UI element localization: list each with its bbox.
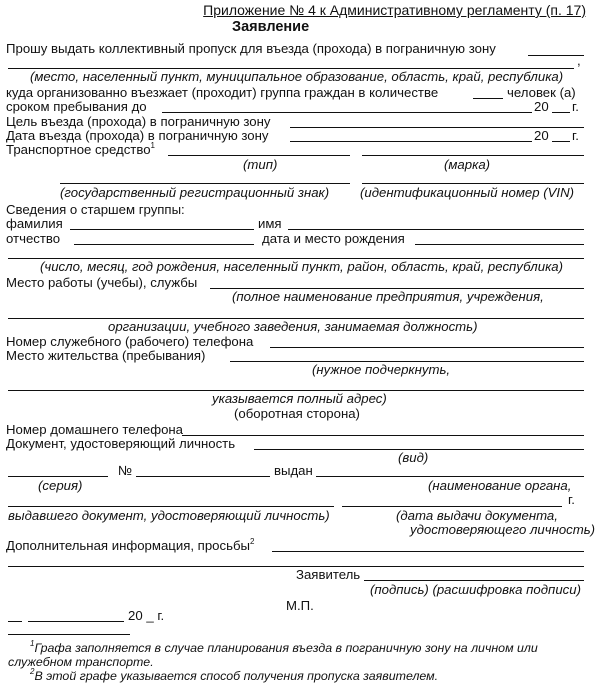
brand-caption: (марка) xyxy=(444,157,491,172)
vehicle-label xyxy=(6,142,155,157)
birth-field[interactable] xyxy=(415,244,584,245)
footnote-2-text: В этой графе указывается способ получения пропуска заявителем. xyxy=(34,669,439,683)
underline-caption: (нужное подчеркнуть, xyxy=(312,362,451,377)
vehicle-text: Транспортное средство xyxy=(6,142,151,157)
patronymic-label: отчество xyxy=(6,231,61,246)
date-day-field[interactable] xyxy=(8,621,22,622)
footnote-2-index: 2 xyxy=(30,666,35,676)
reg-number-field[interactable] xyxy=(60,183,350,184)
number-sign: № xyxy=(118,463,133,478)
group-count-label: куда организованно въезжает (проходит) группа граждан в количестве xyxy=(6,85,439,100)
additional-text: Дополнительная информация, просьбы xyxy=(6,538,250,553)
patronymic-field[interactable] xyxy=(74,244,254,245)
signature-caption: (подпись) (расшифровка подписи) xyxy=(370,582,581,597)
doc-number-field[interactable] xyxy=(136,476,270,477)
entry-date-field[interactable] xyxy=(290,141,532,142)
issued-by-field[interactable] xyxy=(316,476,584,477)
name-label: имя xyxy=(258,216,282,231)
footnote-separator xyxy=(8,634,130,635)
residence-label: Место жительства (пребывания) xyxy=(6,348,206,363)
date-year-label: 20 _ г. xyxy=(128,608,165,623)
stay-until-label: сроком пребывания до xyxy=(6,99,147,114)
entry-year-field[interactable] xyxy=(552,141,570,142)
border-zone-field[interactable] xyxy=(528,55,584,56)
footnote-2 xyxy=(30,666,439,684)
comma: , xyxy=(577,53,581,68)
footnote-1-text: Графа заполняется в случае планирования въезда в пограничную зону на личном или xyxy=(34,641,538,655)
vin-caption: (идентификационный номер (VIN) xyxy=(360,185,574,200)
date-month-field[interactable] xyxy=(28,621,124,622)
signature-field[interactable] xyxy=(364,580,584,581)
persons-label: человек (а) xyxy=(507,85,576,100)
issued-label: выдан xyxy=(274,463,313,478)
surname-label: фамилия xyxy=(6,216,63,231)
entry-date-label: Дата въезда (прохода) в пограничную зону xyxy=(6,128,269,143)
issue-year-suffix: г. xyxy=(568,492,575,507)
home-phone-field[interactable] xyxy=(182,435,584,436)
issuer-field[interactable] xyxy=(8,506,334,507)
kind-caption: (вид) xyxy=(398,450,429,465)
entry-year-label: 20 xyxy=(534,128,549,143)
stay-year-field[interactable] xyxy=(552,112,570,113)
series-caption: (серия) xyxy=(38,478,83,493)
footnote-2-mark: 2 xyxy=(249,536,255,546)
place-caption: (место, населенный пункт, муниципальное образование, область, край, республика) xyxy=(30,69,564,84)
footnote-1-line-2: служебном транспорте. xyxy=(8,655,154,669)
org-caption-2: организации, учебного заведения, занимаемая должность) xyxy=(108,319,478,334)
entry-year-suffix: г. xyxy=(572,128,579,143)
type-caption: (тип) xyxy=(243,157,278,172)
work-label: Место работы (учебы), службы xyxy=(6,275,198,290)
footnote-1-mark: 1 xyxy=(150,140,155,150)
reg-number-caption: (государственный регистрационный знак) xyxy=(60,185,330,200)
form-title: Заявление xyxy=(232,19,310,35)
birth-label: дата и место рождения xyxy=(262,231,405,246)
name-field[interactable] xyxy=(288,229,584,230)
home-phone-label: Номер домашнего телефона xyxy=(6,422,184,437)
issue-date-field[interactable] xyxy=(342,506,562,507)
surname-field[interactable] xyxy=(70,229,254,230)
footnote-1-index: 1 xyxy=(30,638,35,648)
group-count-field[interactable] xyxy=(473,98,503,99)
stay-until-field[interactable] xyxy=(162,112,532,113)
leader-info-label: Сведения о старшем группы: xyxy=(6,202,185,217)
stay-year-suffix: г. xyxy=(572,99,579,114)
series-field[interactable] xyxy=(8,476,108,477)
issue-date-caption-1: (дата выдачи документа, xyxy=(396,508,558,523)
authority-caption: (наименование органа, xyxy=(428,478,572,493)
vehicle-brand-field[interactable] xyxy=(362,155,584,156)
address-caption: указывается полный адрес) xyxy=(212,391,387,406)
additional-field[interactable] xyxy=(272,551,584,552)
issuer-caption: выдавшего документ, удостоверяющий личность) xyxy=(8,508,330,523)
additional-label xyxy=(6,538,254,553)
reverse-side-label: (оборотная сторона) xyxy=(234,406,360,421)
stamp-label: М.П. xyxy=(286,598,314,613)
org-caption-1: (полное наименование предприятия, учреждения, xyxy=(232,289,544,304)
id-doc-label: Документ, удостоверяющий личность xyxy=(6,436,236,451)
request-label: Прошу выдать коллективный пропуск для въезда (прохода) в пограничную зону xyxy=(6,41,496,56)
footnote-1-line-1 xyxy=(30,638,538,656)
vehicle-type-field[interactable] xyxy=(168,155,350,156)
appendix-header: Приложение № 4 к Административному регламенту (п. 17) xyxy=(203,2,586,18)
applicant-label: Заявитель xyxy=(296,567,361,582)
issue-date-caption-2: удостоверяющего личность) xyxy=(410,522,596,537)
vin-field[interactable] xyxy=(362,183,584,184)
purpose-label: Цель въезда (прохода) в пограничную зону xyxy=(6,114,271,129)
work-phone-label: Номер служебного (рабочего) телефона xyxy=(6,334,254,349)
stay-year-label: 20 xyxy=(534,99,549,114)
work-phone-field[interactable] xyxy=(270,347,584,348)
birth-caption: (число, месяц, год рождения, населенный пункт, район, область, край, республика) xyxy=(40,259,564,274)
